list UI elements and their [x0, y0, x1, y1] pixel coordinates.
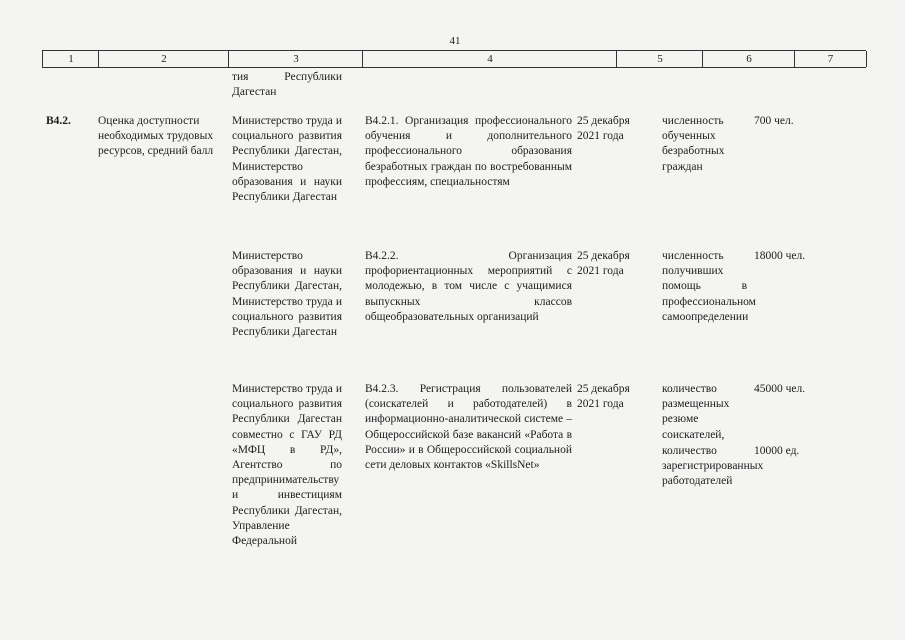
agency-cell-2: Министерство образования и науки Республики Дагестан, Министерство труда и социального развития Республики Дагестан [232, 250, 342, 339]
metric-cell-2: численность получивших помощь в профессиональном самоопределении [662, 250, 756, 323]
metric-cell-3b: количество зарегистрированных работодателей [662, 445, 764, 488]
action-text-cell-3: В4.2.3. Регистрация пользователей (соискателей и работодателей) в информационно-аналитической системе – Общероссийской базе вакансий «Работа в России» и в Общероссийской социальной сети деловых контактов «SkillsNet» [365, 383, 572, 472]
value-cell-2: 18000 чел. [754, 250, 806, 262]
column-header-4: 4 [362, 51, 617, 67]
column-header-2: 2 [98, 51, 229, 67]
deadline-cell-2: 25 декабря 2021 года [577, 250, 630, 278]
deadline-cell-1: 25 декабря 2021 года [577, 115, 630, 143]
metric-cell-3: количество размещенных резюме соискателей, [662, 383, 730, 441]
column-header-7: 7 [794, 51, 867, 67]
table-header-row [42, 50, 866, 68]
agency-cell-1: Министерство труда и социального развития Республики Дагестан, Министерство образования и науки Республики Дагестан [232, 115, 342, 204]
value-cell-3b: 10000 ед. [754, 445, 800, 457]
value-cell-1: 700 чел. [754, 115, 794, 127]
continued-agency-cell: тия Республики Дагестан [232, 71, 342, 99]
action-text-cell-2: В4.2.2. Организация профориентационных мероприятий с молодежью, в том числе с учащимися выпускных классов общеобразовательных организаций [365, 250, 572, 323]
column-header-1: 1 [42, 51, 99, 67]
indicator-cell: Оценка доступности необходимых трудовых ресурсов, средний балл [98, 115, 214, 158]
deadline-cell-3: 25 декабря 2021 года [577, 383, 630, 411]
page-number: 41 [449, 35, 461, 47]
agency-cell-3: Министерство труда и социального развития Республики Дагестан совместно с ГАУ РД «МФЦ в РД», Агентство по предпринимательству и инвестициям Республики Дагестан, Управление Федеральной [232, 383, 342, 548]
column-header-3: 3 [228, 51, 363, 67]
metric-cell-1: численность обученных безработных граждан [662, 115, 725, 173]
action-text-cell-1: В4.2.1. Организация профессионального обучения и дополнительного профессионального образования безработных граждан по востребованным профессиям, специальностям [365, 115, 572, 188]
row-code-cell: В4.2. [46, 115, 71, 127]
column-header-5: 5 [616, 51, 703, 67]
value-cell-3: 45000 чел. [754, 383, 806, 395]
column-header-6: 6 [702, 51, 795, 67]
